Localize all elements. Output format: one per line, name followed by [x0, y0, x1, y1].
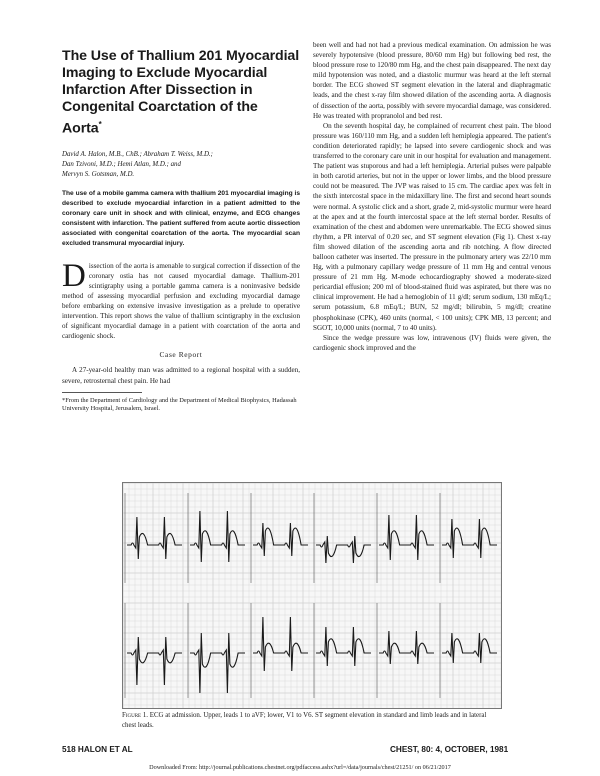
figure-label: Figure 1. [122, 712, 148, 719]
ecg-lead-trace [442, 633, 497, 663]
intro-text: issection of the aorta is amenable to surgical correction if dissection of the coronary ostia has not caused myocardial damage. Thallium-201 scintigraphy using a portable gamma camera is a noninvasive bedside method of assessing myocardial perfusion and excluding myocardial damage before embarking on extensive invasive investigation as a prelude to operative intervention. This report shows the value of thallium scintigraphy in the exclusion of significant myocardial damage in a patient with coarctation of the aorta and cardiogenic shock. [62, 261, 300, 341]
ecg-lead-trace [253, 523, 308, 556]
ecg-figure [122, 482, 502, 709]
download-notice: Downloaded From: http://journal.publications.chestnet.org/pdfaccess.ashx?url=/data/journals/chest/21251/ on 06/21/2017 [149, 764, 451, 771]
authors-line: David A. Halon, M.B., ChB.; Abraham T. Weiss, M.D.; [62, 150, 213, 158]
ecg-lead-trace [379, 631, 434, 664]
authors-line: Mervyn S. Gotsman, M.D. [62, 170, 135, 178]
ecg-lead-trace [379, 515, 434, 560]
body-paragraph: been well and had not had a previous medical examination. On admission he was severely hypotensive (blood pressure, 80/60 mm Hg) but following bed rest, the blood pressure rose to 120/80 mm Hg, and the chest pain disappeared. The next day mild hypotension was noted, and a diastolic murmur was heard at the left sternal border. The ECG showed ST segment elevation in the lateral and diaphragmatic leads, and the chest x-ray film showed dilation of the ascending aorta. A diagnosis of dissection of the aorta, possibly with severe myocardial damage, was considered. He was treated with propranolol and bed rest. [313, 41, 551, 120]
authors-line: Dan Tzivoni, M.D.; Hemi Atlan, M.D.; and [62, 160, 181, 168]
section-heading-case-report: Case Report [159, 350, 203, 360]
title-footnote-mark: * [98, 120, 102, 129]
author-list [62, 150, 300, 180]
drop-cap: D [62, 257, 86, 294]
affiliation-footnote: *From the Department of Cardiology and the Department of Medical Biophysics, Hadassah University Hospital, Jerusalem, Israel. [62, 396, 297, 413]
ecg-trace-image [123, 483, 501, 708]
footnote-divider [62, 392, 142, 393]
right-column [313, 40, 551, 353]
page-footer-journal: CHEST, 80: 4, OCTOBER, 1981 [390, 745, 509, 754]
caption-text: ECG at admission. Upper, leads 1 to aVF; lower, V1 to V6. ST segment elevation in standard and limb leads and in lateral chest leads. [122, 712, 487, 729]
ecg-lead-trace [127, 517, 182, 559]
intro-paragraph [62, 257, 300, 342]
body-paragraph: On the seventh hospital day, he complained of recurrent chest pain. The blood pressure was 160/110 mm Hg, and a sudden left hemiplegia appeared. The patient's condition deteriorated rapidly; he lapsed into severe cardiogenic shock and was transferred to the coronary care unit in our hospital for evaluation and management. The patient was stuporous and had a left hemiplegia. Arterial pulses were palpable in both carotid arteries, but not in the upper or lower limbs, and the blood pressure could not be measured. The JVP was raised to 15 cm. The cardiac apex was felt in the sixth intercostal space in the midaxillary line. The first and second heart sounds were normal. A systolic click and a short, grade 2, mid-systolic murmur were heard at the apex and at the fourth intercostal space at the left sternal border. Results of examination of the chest and abdomen were unremarkable. The ECG showed sinus rhythm, a PR interval of 0.20 sec, and ST segment elevation (Fig 1). Chest x-ray film showed dilation of the ascending aorta and rib notching. A flow directed balloon catheter was inserted. The pressure in the pulmonary artery was 22/10 mm Hg, with a pulmonary capillary wedge pressure of 11 mm Hg and central venous pressure of 21 mm Hg. M-mode echocardiography showed a moderate-sized pericardial effusion; 200 ml of blood-stained fluid was aspirated, but there was no clinical improvement. He had a hemoglobin of 11 g/dl; serum sodium, 130 mEq/L; serum potassium, 6.8 mEq/L; BUN, 52 mg/dl; bilirubin, 5 mg/dl; creatine phosphokinase (CPK), 460 units (normal, < 100 units); CPK MB, 13 percent; and SGOT, 10,000 units (normal, 7 to 40 units). [313, 121, 551, 332]
abstract: The use of a mobile gamma camera with thallium 201 myocardial imaging is described to exclude myocardial infarction in a patient admitted to the coronary care unit in shock and with clinical, enzyme, and ECG changes consistent with infarction. The patient suffered from acute aortic dissection associated with congenital coarctation of the aorta. The myocardial scan excluded transmural myocardial injury. [62, 189, 300, 247]
figure-caption [122, 711, 502, 730]
ecg-lead-trace [190, 511, 245, 562]
ecg-lead-trace [127, 637, 182, 685]
case-report-text: A 27-year-old healthy man was admitted to a regional hospital with a sudden, severe, retrosternal chest pain. He had [62, 366, 300, 385]
page-footer-author: 518 HALON ET AL [62, 745, 133, 754]
article-title: The Use of Thallium 201 Myocardial Imaging to Exclude Myocardial Infarction After Dissection in Congenital Coarctation of the Aorta* [62, 48, 300, 137]
body-paragraph: Since the wedge pressure was low, intravenous (IV) fluids were given, the cardiogenic shock improved and the [313, 333, 551, 352]
left-column [62, 40, 300, 414]
